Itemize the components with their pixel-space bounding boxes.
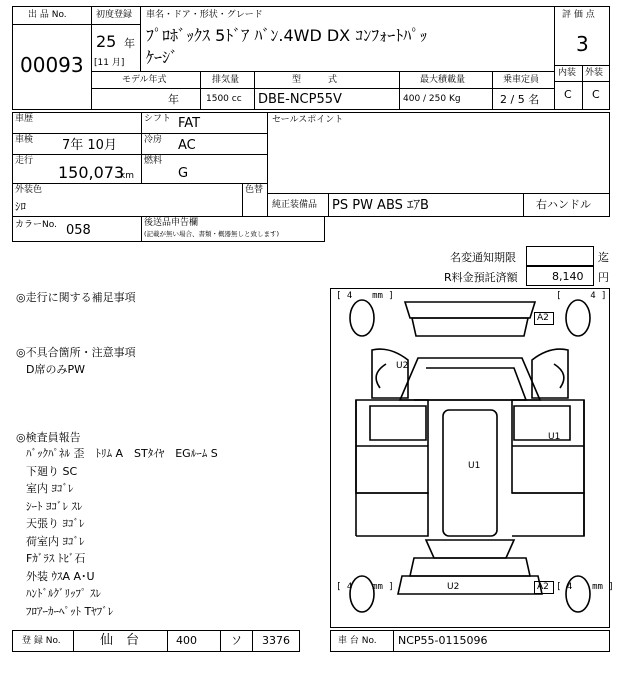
car-name-label: 車名・ドア・形状・グレード xyxy=(146,10,263,20)
sales-point-label: セールスポイント xyxy=(272,115,344,125)
mileage-unit: km xyxy=(120,171,134,181)
interior-grade: C xyxy=(564,88,572,101)
lot-no: 00093 xyxy=(20,53,84,77)
inspector-report-line: 天張り ﾖｺﾞﾚ xyxy=(26,517,85,530)
recycle: 8,140 xyxy=(552,270,584,283)
inspector-report-line: Fｶﾞﾗｽ ﾄﾋﾞ石 xyxy=(26,552,86,565)
ac-label: 冷房 xyxy=(144,135,163,145)
inspection-label: 車検 xyxy=(15,135,34,145)
history-label: 車歴 xyxy=(15,114,34,124)
reg-no-label: 登 録 No. xyxy=(22,636,61,646)
color-change-label: 色替 xyxy=(245,185,264,195)
ext-color-cell xyxy=(12,183,243,217)
equipment: PS PW ABS ｴｱB xyxy=(332,198,429,213)
mark-u1-right: U1 xyxy=(548,432,561,442)
fuel: G xyxy=(178,166,189,181)
capacity-label: 乗車定員 xyxy=(503,75,540,85)
score-label: 評 価 点 xyxy=(562,10,595,20)
capacity: 2 / 5 名 xyxy=(500,93,540,106)
exterior-label: 外装 xyxy=(585,68,604,78)
equipment-label: 純正装備品 xyxy=(272,200,318,210)
tire-depth-front-right: [ 4 ] xyxy=(556,291,607,301)
inspector-report-line: 下廻り SC xyxy=(26,464,78,478)
mileage-label: 走行 xyxy=(15,156,34,166)
name-change-cell xyxy=(526,246,594,266)
tire-depth-rear-left: [ 4 mm ] xyxy=(336,582,394,592)
first-reg-label: 初度登録 xyxy=(96,10,133,20)
inspector-report-line: ﾊﾝﾄﾞﾙｸﾞﾘｯﾌﾟ ｽﾚ xyxy=(26,587,101,600)
inspector-report-line: 荷室内 ﾖｺﾞﾚ xyxy=(26,534,85,548)
mark-u2-bottom: U2 xyxy=(447,582,460,592)
model-year-cell xyxy=(91,88,201,110)
first-reg-year-unit: 年 xyxy=(124,37,135,50)
color-no: 058 xyxy=(66,223,91,238)
car-name-line2: ｹｰｼﾞ xyxy=(146,48,179,67)
mark-u1-roof: U1 xyxy=(468,461,481,471)
displacement: 1500 cc xyxy=(206,94,242,104)
ext-color: ｼﾛ xyxy=(15,200,26,213)
model-label: 型 式 xyxy=(292,75,338,85)
exterior-grade: C xyxy=(592,88,600,101)
name-change-unit: 迄 xyxy=(598,251,609,264)
first-reg-month: [11 月] xyxy=(94,58,125,68)
interior-label: 内装 xyxy=(558,68,577,78)
ext-color-label: 外装色 xyxy=(15,185,43,195)
recycle-label: R料金預託済額 xyxy=(444,271,518,284)
model: DBE-NCP55V xyxy=(258,92,342,107)
car-name-line1: ﾌﾟﾛﾎﾞｯｸｽ 5ﾄﾞｱ ﾊﾞﾝ.4WD DX ｺﾝﾌｫｰﾄﾊﾟｯ xyxy=(146,26,428,45)
mark-a2-top: A2 xyxy=(537,313,549,323)
reg-class: 400 xyxy=(176,634,197,647)
name-change-label: 名変通知期限 xyxy=(450,251,516,264)
defects-label: ◎不具合箇所・注意事項 xyxy=(16,346,136,359)
tire-depth-rear-right: [ 4 mm ] xyxy=(556,582,614,592)
payload: 400 / 250 Kg xyxy=(403,94,461,104)
inspection: 7年 10月 xyxy=(62,138,117,153)
inspector-report-line: 外装 ｳｽA A･U xyxy=(26,569,95,583)
mark-u2-left: U2 xyxy=(396,361,409,371)
chassis: NCP55-0115096 xyxy=(398,634,488,647)
inspector-report-line: ｼｰﾄ ﾖｺﾞﾚ ｽﾚ xyxy=(26,499,83,513)
shift: FAT xyxy=(178,116,201,131)
defects-line-1: D席のみPW xyxy=(26,363,85,376)
shift-label: シフト xyxy=(144,114,172,124)
inspector-report-line: ﾊﾞｯｸﾊﾟﾈﾙ 歪 ﾄﾘﾑ A STﾀｲﾔ EGﾙｰﾑ S xyxy=(26,447,218,460)
mileage: 150,073 xyxy=(58,163,125,182)
recycle-unit: 円 xyxy=(598,271,609,284)
color-no-label: カラーNo. xyxy=(15,220,57,230)
tire-depth-front-left: [ 4 mm ] xyxy=(336,291,394,301)
first-reg-year: 25 xyxy=(96,32,117,51)
chassis-label: 車 台 No. xyxy=(338,636,377,646)
mark-a2-bottom: A2 xyxy=(537,582,549,592)
inspector-report-line: 室内 ﾖｺﾞﾚ xyxy=(26,482,74,495)
reg-number: 3376 xyxy=(262,634,290,647)
payload-label: 最大積載量 xyxy=(420,75,466,85)
inspector-report-line: ﾌﾛｱｰｶｰﾍﾟｯﾄ Tﾔﾌﾞﾚ xyxy=(26,604,114,618)
model-year-unit: 年 xyxy=(168,93,179,106)
lot-no-label: 出 品 No. xyxy=(28,10,67,20)
driving-remarks-label: ◎走行に関する補足事項 xyxy=(16,291,136,304)
fuel-label: 燃料 xyxy=(144,156,163,166)
ac: AC xyxy=(178,138,196,153)
post-declaration-note: (記載が無い場合、書類・概器無しと致します) xyxy=(144,230,280,238)
reg-kana: ソ xyxy=(231,634,242,647)
score: 3 xyxy=(576,32,589,56)
post-declaration-label: 後送品申告欄 xyxy=(144,218,199,228)
model-year-label: モデル年式 xyxy=(122,75,167,85)
steering: 右ハンドル xyxy=(536,198,591,211)
displacement-label: 排気量 xyxy=(212,75,240,85)
reg-region: 仙 台 xyxy=(100,633,140,648)
inspector-label: ◎検査員報告 xyxy=(16,431,81,444)
car-body-diagram xyxy=(330,288,610,628)
